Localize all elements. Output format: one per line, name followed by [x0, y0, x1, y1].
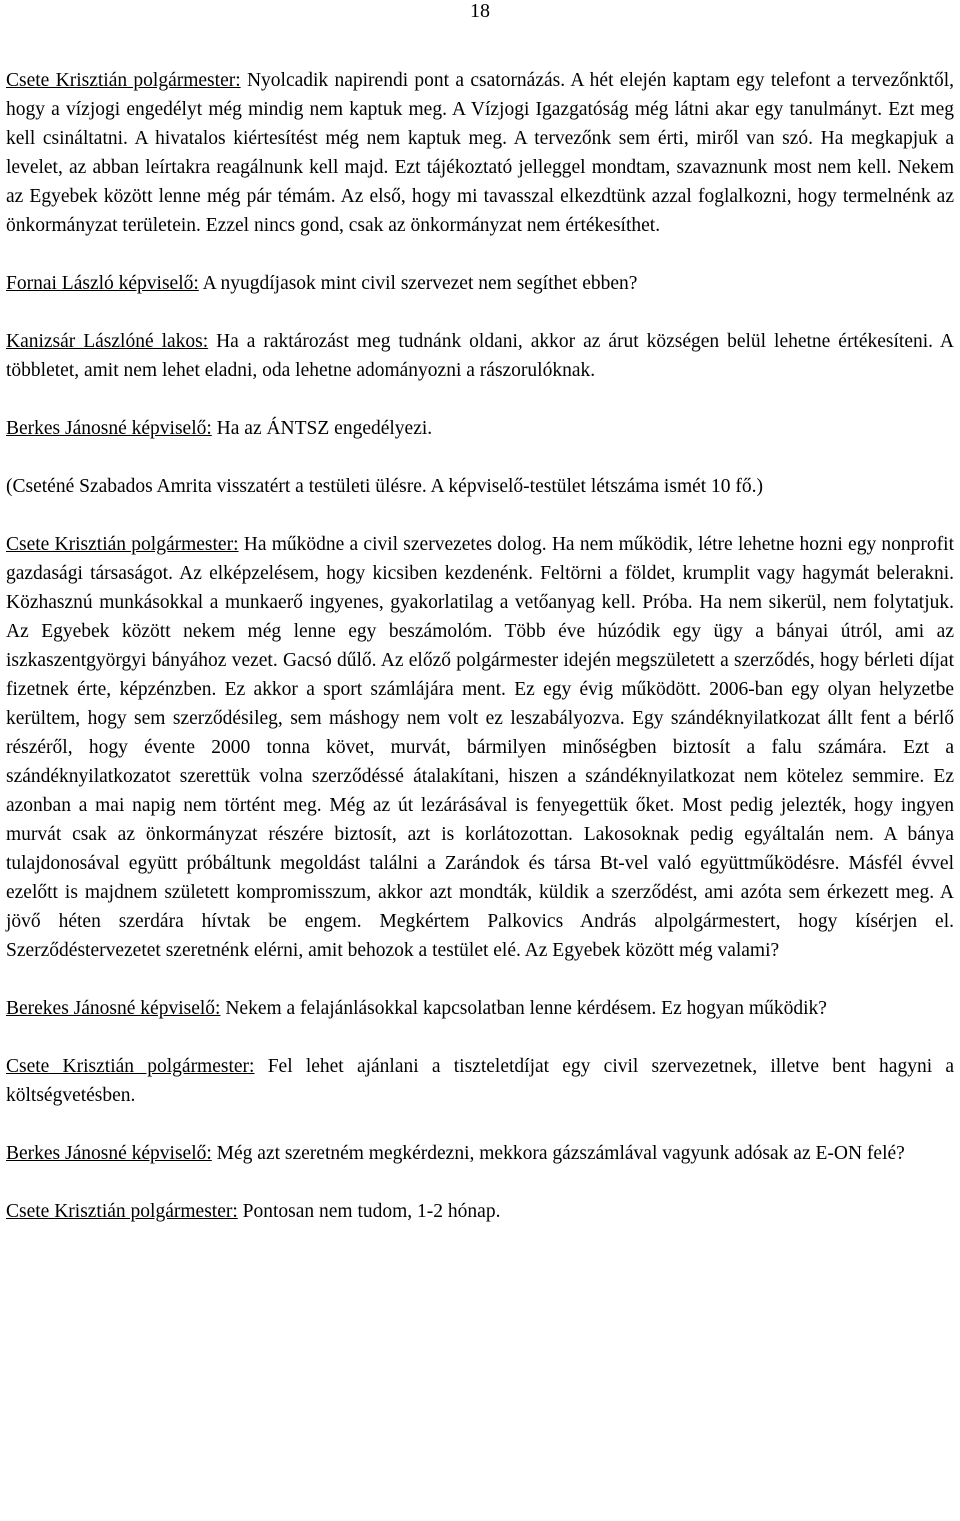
speaker-name: Fornai László képviselő: — [6, 273, 199, 294]
speaker-name: Csete Krisztián polgármester: — [6, 1056, 255, 1077]
paragraph-text: Nyolcadik napirendi pont a csatornázás. A hét elején kaptam egy telefont a tervezőnktől, hogy a vízjogi engedélyt még mindig nem kaptuk meg. A Vízjogi Igazgatóság még látni akar egy tanulmányt. Ezt meg kell csináltatni. A hivatalos kiértesítést még nem kaptuk meg. A tervezőnk sem érti, miről van szó. Ha megkapjuk a levelet, az abban leírtakra reagálnunk kell majd. Ezt tájékoztató jelleggel mondtam, szavaznunk most nem kell. Nekem az Egyebek között lenne még pár témám. Az első, hogy mi tavasszal elkezdtünk azzal foglalkozni, hogy termelnénk az önkormányzat területein. Ezzel nincs gond, csak az önkormányzat nem értékesíthet. — [6, 70, 954, 236]
paragraph — [6, 66, 954, 240]
page-number: 18 — [470, 0, 490, 22]
paragraph-text: Pontosan nem tudom, 1-2 hónap. — [237, 1201, 501, 1222]
paragraph-text: Ha az ÁNTSZ engedélyezi. — [211, 418, 433, 439]
speaker-name: Kanizsár Lászlóné lakos: — [6, 331, 209, 352]
stage-note — [6, 472, 954, 501]
paragraph-text: A nyugdíjasok mint civil szervezet nem segíthet ebben? — [198, 273, 638, 294]
speaker-name: Csete Krisztián polgármester: — [6, 1201, 238, 1222]
paragraph-text: (Cseténé Szabados Amrita visszatért a testületi ülésre. A képviselő-testület létszáma ismét 10 fő.) — [6, 476, 764, 497]
paragraph-text: Fel lehet ajánlani a tiszteletdíjat egy civil szervezetnek, illetve bent hagyni a költségvetésben. — [6, 1056, 955, 1106]
paragraph — [6, 994, 954, 1023]
paragraph-text: Nekem a felajánlásokkal kapcsolatban lenne kérdésem. Ez hogyan működik? — [220, 998, 827, 1019]
paragraph — [6, 269, 954, 298]
speaker-name: Csete Krisztián polgármester: — [6, 534, 239, 555]
paragraph-text: Ha a raktározást meg tudnánk oldani, akkor az árut községen belül lehetne értékesíteni. A többletet, amit nem lehet eladni, oda lehetne adományozni a rászorulóknak. — [6, 331, 954, 381]
paragraph-text: Ha működne a civil szervezetes dolog. Ha nem működik, létre lehetne hozni egy nonprofit gazdasági társaságot. Az elképzelésem, hogy kicsiben kezdenénk. Feltörni a földet, krumplit vagy hagymát belerakni. Közhasznú munkásokkal a munkaerő ingyenes, gyakorlatilag a vetőanyag kell. Próba. Ha nem sikerül, nem folytatjuk. Az Egyebek között nekem még lenne egy beszámolóm. Több éve húzódik egy ügy a bányai útról, ami az iszkaszentgyörgyi bányához vezet. Gacsó dűlő. Az előző polgármester idején megszületett a szerződés, hogy bérleti díjat fizetnek érte, képzénzben. Ez akkor a sport számlájára ment. Ez egy évig működött. 2006-ban egy olyan helyzetbe kerültem, hogy sem szerződésileg, sem máshogy nem volt ez leszabályozva. Egy szándéknyilatkozat állt fent a bérlő részéről, hogy évente 2000 tonna követ, murvát, bármilyen minőségben biztosít a falu számára. Ezt a szándéknyilatkozatot szerettük volna szerződéssé átalakítani, hiszen a szándéknyilatkozat nem kötelez semmire. Ez azonban a mai napig nem történt meg. Még az út lezárásával is fenyegettük őket. Most pedig jelezték, hogy ingyen murvát csak az önkormányzat részére biztosít, azt is korlátozottan. Lakosoknak pedig egyáltalán nem. A bánya tulajdonosával együtt próbáltunk megoldást találni a Zarándok és társa Bt-vel való együttműködésre. Másfél évvel ezelőtt is majdnem született kompromisszum, akkor azt mondták, küldik a szerződést, ami azóta sem érkezett meg. A jövő héten szerdára hívtak be engem. Megkértem Palkovics András alpolgármestert, hogy kísérjen el. Szerződéstervezetet szeretnénk elérni, amit behozok a testület elé. Az Egyebek között még valami? — [6, 534, 955, 961]
paragraph — [6, 414, 954, 443]
paragraph-text: Még azt szeretném megkérdezni, mekkora gázszámlával vagyunk adósak az E-ON felé? — [211, 1143, 905, 1164]
paragraph — [6, 1139, 954, 1168]
paragraph — [6, 1197, 954, 1226]
paragraph — [6, 530, 954, 965]
speaker-name: Berkes Jánosné képviselő: — [6, 1143, 212, 1164]
paragraph — [6, 327, 954, 385]
paragraph — [6, 1052, 954, 1110]
speaker-name: Berekes Jánosné képviselő: — [6, 998, 221, 1019]
minutes-body — [6, 66, 954, 1255]
speaker-name: Csete Krisztián polgármester: — [6, 70, 241, 91]
speaker-name: Berkes Jánosné képviselő: — [6, 418, 212, 439]
